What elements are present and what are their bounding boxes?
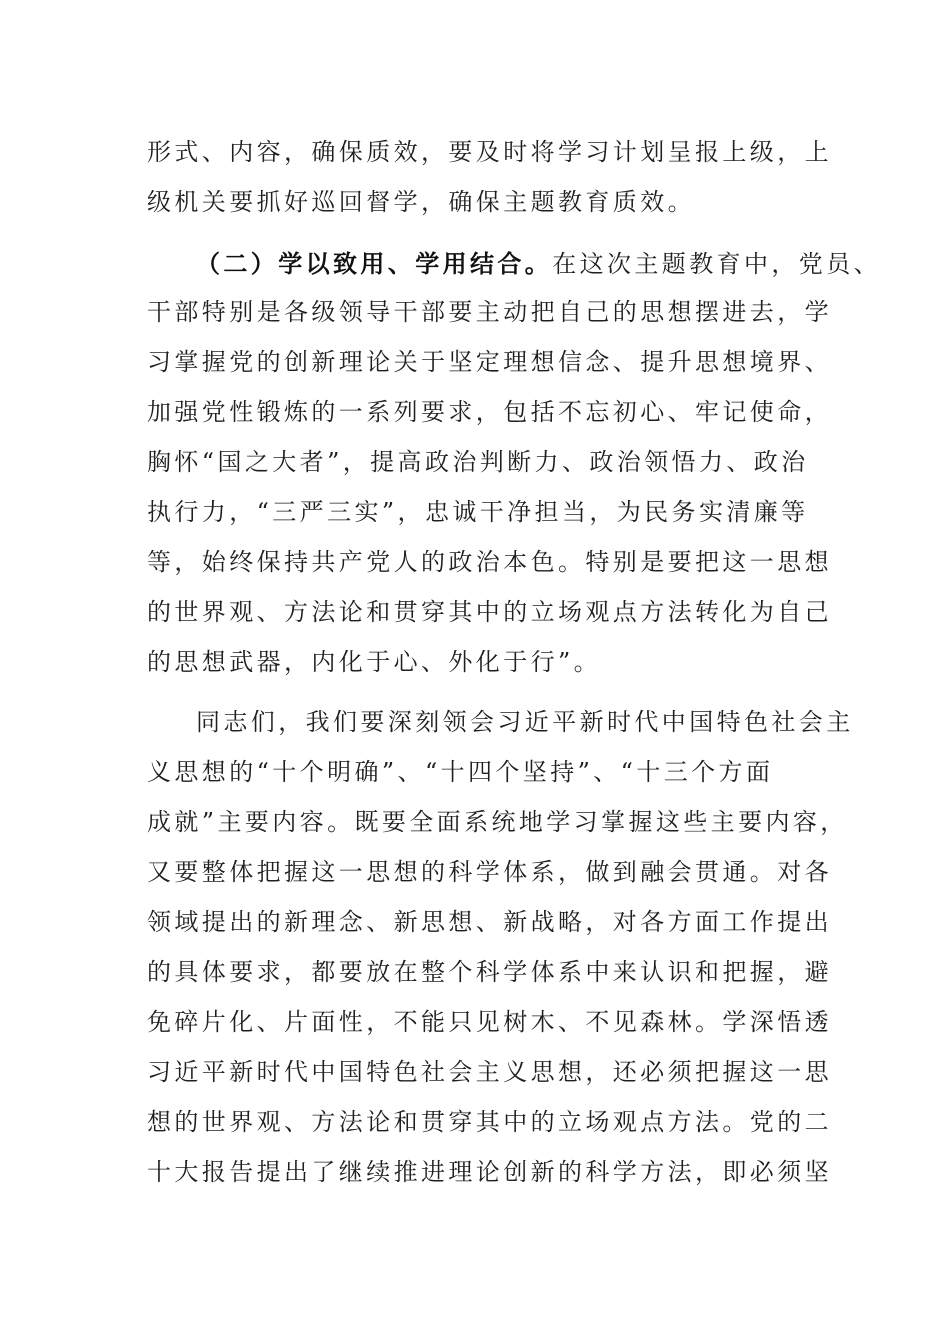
section-heading: （二）学以致用、学用结合。: [196, 250, 553, 278]
body-line: 义思想的“十个明确”、“十四个坚持”、“十三个方面: [147, 758, 774, 786]
body-line: 加强党性锻炼的一系列要求，包括不忘初心、牢记使命，: [147, 398, 832, 426]
body-line: 胸怀“国之大者”，提高政治判断力、政治领悟力、政治: [147, 448, 809, 476]
body-line: 又要整体把握这一思想的科学体系，做到融会贯通。对各: [147, 858, 832, 886]
body-line: 的具体要求，都要放在整个科学体系中来认识和把握，避: [147, 958, 832, 986]
section-heading-line: [196, 244, 881, 284]
body-line: 的世界观、方法论和贯穿其中的立场观点方法转化为自己: [147, 598, 832, 626]
body-line: 执行力，“三严三实”，忠诚干净担当，为民务实清廉等: [147, 498, 809, 526]
body-line: 干部特别是各级领导干部要主动把自己的思想摆进去，学: [147, 298, 832, 326]
body-line: 想的世界观、方法论和贯穿其中的立场观点方法。党的二: [147, 1108, 832, 1136]
body-line: 形式、内容，确保质效，要及时将学习计划呈报上级，上: [147, 138, 832, 166]
body-line: 等，始终保持共产党人的政治本色。特别是要把这一思想: [147, 548, 832, 576]
paragraph-first-line: 同志们，我们要深刻领会习近平新时代中国特色社会主: [196, 708, 854, 736]
body-line: 级机关要抓好巡回督学，确保主题教育质效。: [147, 188, 695, 216]
body-line: 习掌握党的创新理论关于坚定理想信念、提升思想境界、: [147, 348, 832, 376]
body-line: 习近平新时代中国特色社会主义思想，还必须把握这一思: [147, 1058, 832, 1086]
body-line: 十大报告提出了继续推进理论创新的科学方法，即必须坚: [147, 1158, 832, 1186]
body-line: 成就”主要内容。既要全面系统地学习掌握这些主要内容，: [147, 808, 848, 836]
body-text: 在这次主题教育中，党员、: [552, 250, 882, 278]
body-line: 免碎片化、片面性，不能只见树木、不见森林。学深悟透: [147, 1008, 832, 1036]
body-line: 的思想武器，内化于心、外化于行”。: [147, 648, 602, 676]
body-line: 领域提出的新理念、新思想、新战略，对各方面工作提出: [147, 908, 832, 936]
